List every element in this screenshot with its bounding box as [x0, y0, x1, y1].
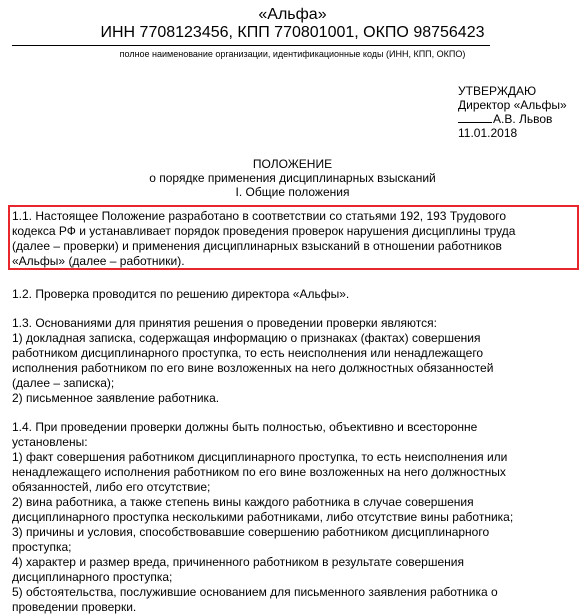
- clause-line: работником дисциплинарного проступка, то есть неисполнения или ненадлежащего: [12, 346, 484, 360]
- document-subtitle: о порядке применения дисциплинарных взысканий: [149, 171, 436, 185]
- clause-line: 1) факт совершения работником дисциплинарного проступка, то есть неисполнения или: [12, 450, 508, 464]
- document-title: ПОЛОЖЕНИЕ: [252, 157, 333, 171]
- clause-line: (далее – проверки) и применения дисциплинарных взысканий в отношении работников: [12, 239, 502, 253]
- clause-line: (далее – записка);: [12, 376, 115, 390]
- clause-1-3: [12, 316, 572, 406]
- clause-line: 2) вина работника, а также степень вины каждого работника в случае совершения: [12, 495, 474, 509]
- approval-block: [458, 84, 567, 140]
- organization-underline: [12, 45, 490, 46]
- clause-line: 2) письменное заявление работника.: [12, 391, 220, 405]
- clause-1-1: [12, 209, 572, 269]
- clause-line: 1.2. Проверка проводится по решению директора «Альфы».: [12, 287, 350, 301]
- clause-1-2: [12, 287, 572, 302]
- clause-line: дисциплинарного проступка несколькими работниками, либо отсутствие вины работника;: [12, 510, 514, 524]
- clause-line: кодекса РФ и устанавливает порядок проведения проверок нарушения дисциплины труда: [12, 224, 516, 238]
- clause-line: 4) характер и размер вреда, причиненного работником в результате совершения: [12, 555, 464, 569]
- clause-1-4: [12, 420, 572, 615]
- approval-signature: [458, 112, 567, 126]
- clause-line: установлены:: [12, 435, 88, 449]
- document-body: [12, 209, 572, 615]
- clause-line: 3) причины и условия, способствовавшие совершению работником дисциплинарного: [12, 525, 490, 539]
- signature-line: [458, 122, 492, 123]
- approval-heading: УТВЕРЖДАЮ: [458, 84, 537, 98]
- clause-line: проступка;: [12, 540, 72, 554]
- clause-line: исполнения работником по его вине возложенных на него должностных обязанностей: [12, 361, 494, 375]
- clause-line: проведении проверки.: [12, 600, 137, 614]
- section-heading: I. Общие положения: [235, 185, 350, 199]
- clause-line: 1.1. Настоящее Положение разработано в соответствии со статьями 192, 193 Трудового: [12, 209, 506, 223]
- approval-date: 11.01.2018: [458, 126, 518, 140]
- clause-line: 1.3. Основаниями для принятия решения о проведении проверки являются:: [12, 316, 437, 330]
- document-title-block: [0, 157, 585, 199]
- clause-line: «Альфы» (далее – работники).: [12, 254, 185, 268]
- clause-line: ненадлежащего исполнения работником по его вине возложенных на него должностных: [12, 465, 506, 479]
- clause-line: 5) обстоятельства, послужившие основанием для письменного заявления работника о: [12, 585, 498, 599]
- approval-position: Директор «Альфы»: [458, 98, 567, 112]
- clause-line: обязанностей, либо его отсутствие;: [12, 480, 211, 494]
- organization-caption: полное наименование организации, идентификационные коды (ИНН, КПП, ОКПО): [119, 49, 466, 59]
- clause-line: 1.4. При проведении проверки должны быть полностью, объективно и всесторонне: [12, 420, 478, 434]
- approval-signer: А.В. Львов: [493, 112, 553, 126]
- clause-line: 1) докладная записка, содержащая информацию о признаках (фактах) совершения: [12, 331, 481, 345]
- organization-codes: ИНН 7708123456, КПП 770801001, ОКПО 98756423: [100, 24, 485, 41]
- clause-line: дисциплинарного проступка;: [12, 570, 173, 584]
- organization-name: «Альфа»: [258, 6, 327, 23]
